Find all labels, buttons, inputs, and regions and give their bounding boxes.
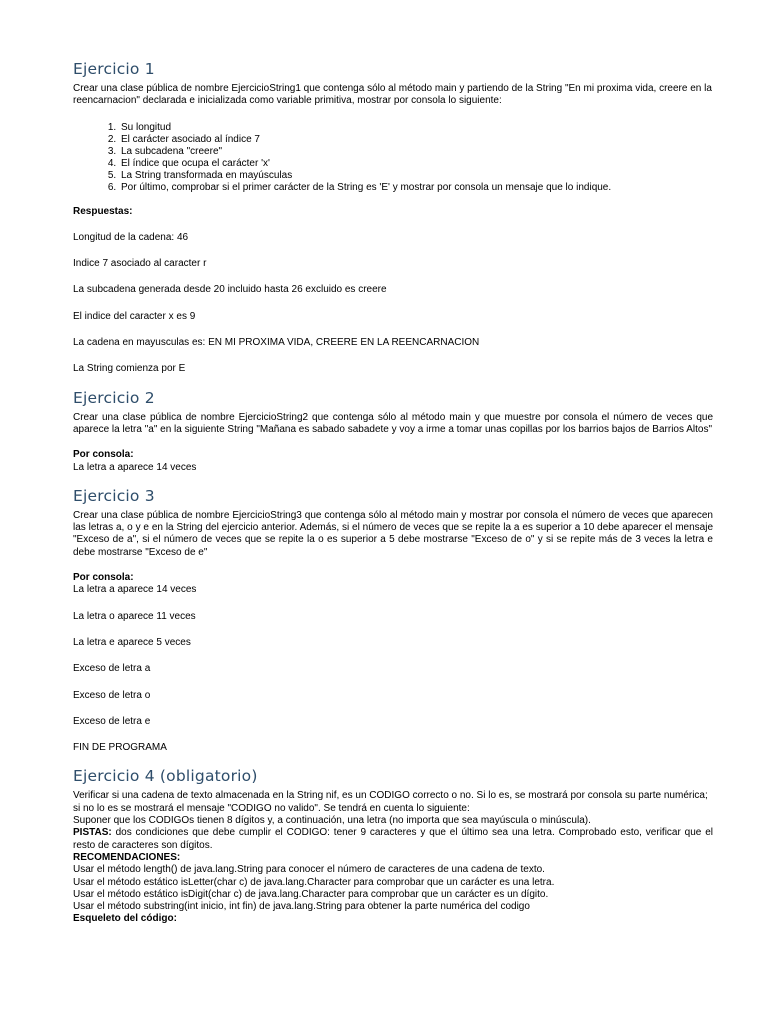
answer-line: La subcadena generada desde 20 incluido hasta 26 excluido es creere	[73, 284, 387, 296]
list-item: 2. El carácter asociado al índice 7	[119, 134, 713, 146]
esqueleto-label: Esqueleto del código:	[73, 913, 177, 925]
list-item: 3. La subcadena "creere"	[119, 146, 713, 158]
ejercicio-1-intro: Crear una clase pública de nombre EjercicioString1 que contenga sólo al método main y partiendo de la String "En mi proxima vida, creere en la reencarnacion" declarada e inicializada como variable primitiva, mostrar por consola lo siguiente:	[73, 83, 712, 107]
respuestas-label: Respuestas:	[73, 205, 133, 217]
list-item: 6. Por último, comprobar si el primer carácter de la String es 'E' y mostrar por consola un mensaje que lo indique.	[119, 182, 713, 194]
ejercicio-1-title: Ejercicio 1	[73, 60, 155, 78]
list-item: 1. Su longitud	[119, 122, 713, 134]
answer-line: Longitud de la cadena: 46	[73, 231, 189, 243]
ejercicio-4-intro: Verificar si una cadena de texto almacenada en la String nif, es un CODIGO correcto o no. Si lo es, se mostrará por consola su parte numérica; si no lo es se mostrará el mensaje "CODIGO no valido". Se tendrá en cuenta lo siguiente:	[73, 790, 708, 814]
console-line: FIN DE PROGRAMA	[73, 742, 167, 754]
answer-line: Indice 7 asociado al caracter r	[73, 258, 207, 270]
list-item: 4. El índice que ocupa el carácter 'x'	[119, 158, 713, 170]
answer-line: La cadena en mayusculas es: EN MI PROXIMA VIDA, CREERE EN LA REENCARNACION	[73, 337, 480, 349]
document-page	[73, 60, 713, 926]
ejercicio-3-intro: Crear una clase pública de nombre EjercicioString3 que contenga sólo al método main y mostrar por consola el número de veces que aparecen las letras a, o y e en la String del ejercicio anterior. Además, si el número de veces que se repite la a es superior a 10 debe aparecer el mensaje "Exceso de a", si el número de veces que se repite la o es superior a 5 debe mostrarse "Exceso de o" y si se repite más de 3 veces la letra e debe mostrarse "Exceso de e"	[73, 509, 713, 558]
ejercicio-1-list	[73, 122, 713, 194]
console-line: Exceso de letra a	[73, 663, 151, 675]
ejercicio-2-intro: Crear una clase pública de nombre EjercicioString2 que contenga sólo al método main y que muestre por consola el número de veces que aparece la letra "a" en la siguiente String "Mañana es sabado sabadete y voy a irme a tomar unas copillas por los barrios bajos de Barrios Altos"	[73, 411, 713, 435]
console-line: La letra a aparece 14 veces	[73, 461, 197, 473]
ejercicio-4-title: Ejercicio 4 (obligatorio)	[73, 767, 258, 786]
pistas-text: dos condiciones que debe cumplir el CODIGO: tener 9 caracteres y que el último sea una letra. Comprobado esto, verificar que el resto de caracteres son dígitos.	[73, 827, 713, 851]
recommendation-line: Usar el método length() de java.lang.String para conocer el número de caracteres de una cadena de texto.	[73, 864, 545, 876]
answer-line: La String comienza por E	[73, 363, 186, 375]
ejercicio-4-suppose: Suponer que los CODIGOs tienen 8 dígitos y, a continuación, una letra (no importa que sea mayúscula o minúscula).	[73, 815, 591, 827]
ejercicio-3-title: Ejercicio 3	[73, 486, 155, 505]
recomendaciones-label: RECOMENDACIONES:	[73, 851, 181, 863]
console-line: Exceso de letra e	[73, 715, 151, 727]
console-line: La letra a aparece 14 veces	[73, 584, 197, 596]
list-item: 5. La String transformada en mayúsculas	[119, 170, 713, 182]
console-line: Exceso de letra o	[73, 689, 151, 701]
recommendation-line: Usar el método estático isLetter(char c) de java.lang.Character para comprobar que un carácter es una letra.	[73, 876, 555, 888]
recommendation-line: Usar el método substring(int inicio, int fin) de java.lang.String para obtener la parte numérica del codigo	[73, 901, 530, 913]
ejercicio-2-title: Ejercicio 2	[73, 388, 155, 407]
por-consola-label: Por consola:	[73, 572, 134, 584]
por-consola-label: Por consola:	[73, 449, 134, 461]
console-line: La letra o aparece 11 veces	[73, 610, 196, 622]
answer-line: El indice del caracter x es 9	[73, 310, 196, 322]
pistas-label: PISTAS:	[73, 827, 112, 839]
recommendation-line: Usar el método estático isDigit(char c) de java.lang.Character para comprobar que un carácter es un dígito.	[73, 888, 549, 900]
ejercicio-4-pistas	[73, 827, 713, 852]
console-line: La letra e aparece 5 veces	[73, 636, 191, 648]
